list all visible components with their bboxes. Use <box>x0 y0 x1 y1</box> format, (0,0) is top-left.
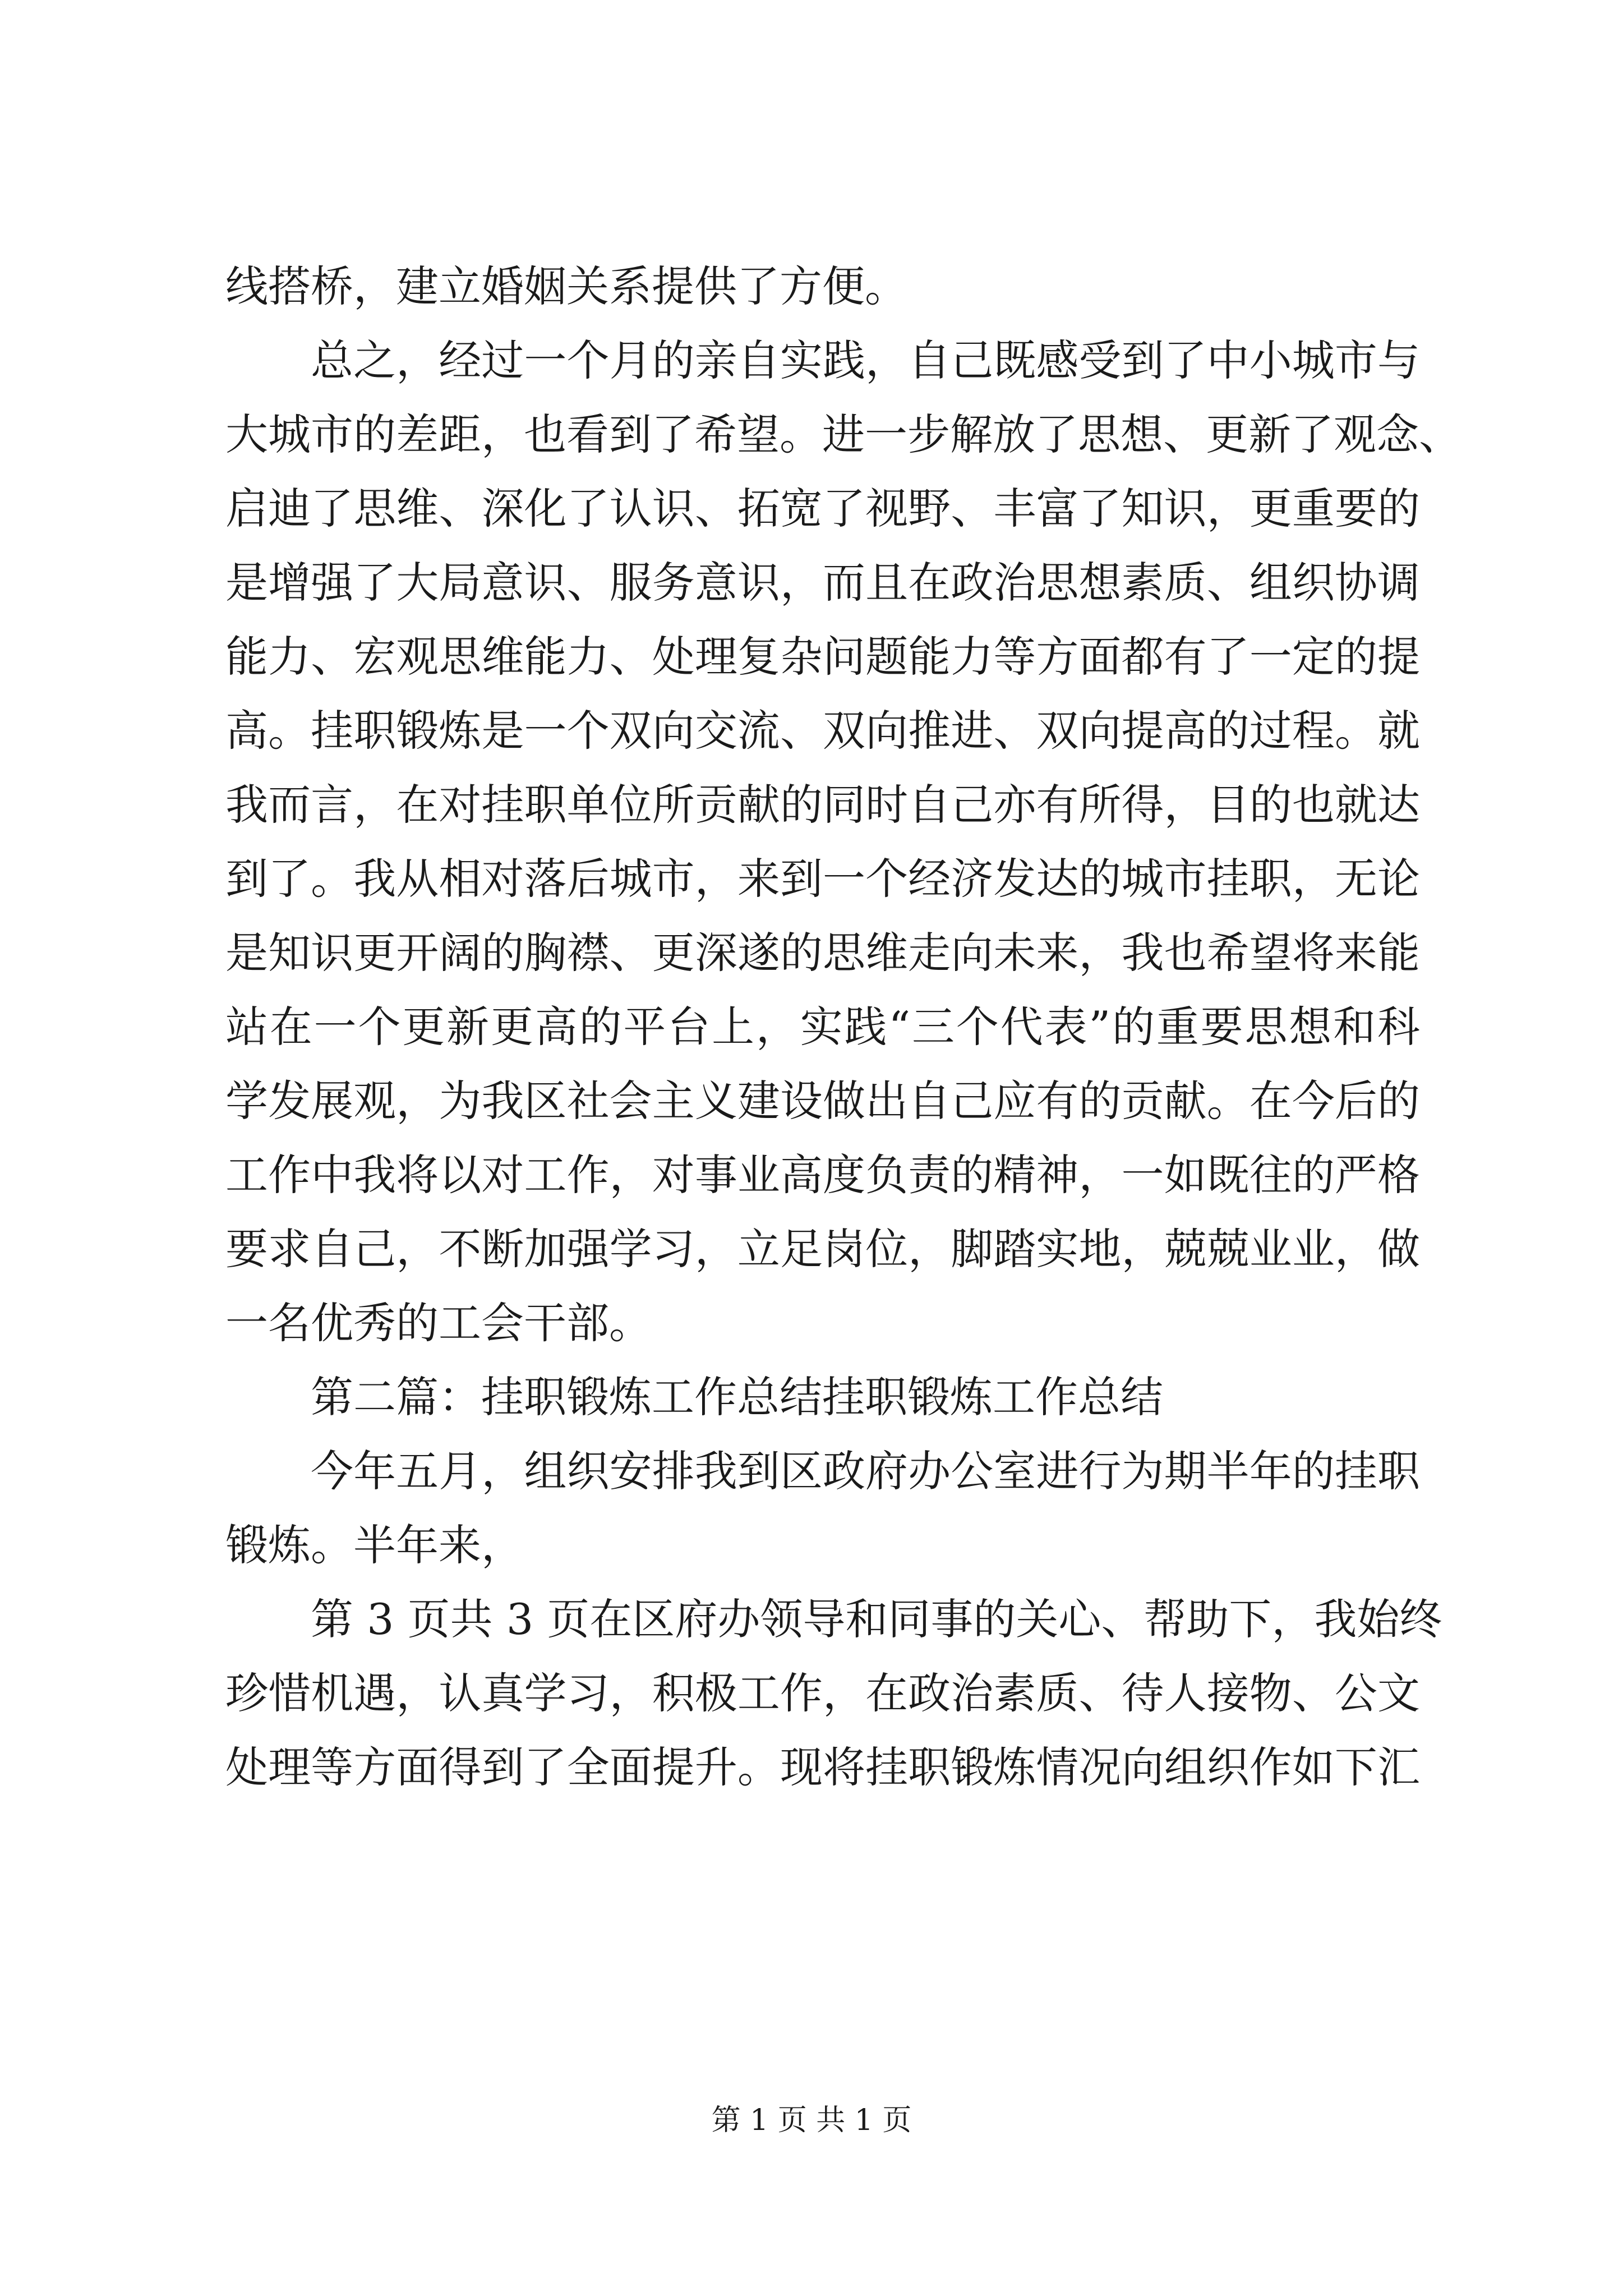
section-heading: 第二篇：挂职锻炼工作总结挂职锻炼工作总结 <box>311 1372 1163 1422</box>
text-line: 珍惜机遇，认真学习，积极工作，在政治素质、待人接物、公文 <box>225 1668 1420 1718</box>
text-line: 线搭桥，建立婚姻关系提供了方便。 <box>225 261 907 311</box>
text-line: 大城市的差距，也看到了希望。进一步解放了思想、更新了观念、 <box>225 409 1461 459</box>
text-line: 是增强了大局意识、服务意识，而且在政治思想素质、组织协调 <box>225 558 1420 608</box>
text-line: 锻炼。半年来， <box>225 1520 524 1570</box>
text-line: 站在一个更新更高的平台上，实践“三个代表”的重要思想和科 <box>225 1002 1420 1052</box>
text-line: 高。挂职锻炼是一个双向交流、双向推进、双向提高的过程。就 <box>225 706 1420 756</box>
text-line: 我而言，在对挂职单位所贡献的同时自己亦有所得，目的也就达 <box>225 780 1420 830</box>
page-number: 第 1 页 共 1 页 <box>711 2104 912 2137</box>
text-line: 工作中我将以对工作，对事业高度负责的精神，一如既往的严格 <box>225 1150 1420 1200</box>
text-line: 第 3 页共 3 页在区府办领导和同事的关心、帮助下，我始终 <box>311 1594 1442 1644</box>
text-line: 总之，经过一个月的亲自实践，自己既感受到了中小城市与 <box>311 335 1420 385</box>
text-line: 处理等方面得到了全面提升。现将挂职锻炼情况向组织作如下汇 <box>225 1742 1420 1792</box>
text-line: 今年五月，组织安排我到区政府办公室进行为期半年的挂职 <box>311 1446 1420 1496</box>
document-body <box>225 250 1461 1805</box>
text-line: 到了。我从相对落后城市，来到一个经济发达的城市挂职，无论 <box>225 854 1420 904</box>
page-footer <box>0 2101 1623 2140</box>
text-line: 是知识更开阔的胸襟、更深遂的思维走向未来，我也希望将来能 <box>225 928 1420 978</box>
text-line: 启迪了思维、深化了认识、拓宽了视野、丰富了知识，更重要的 <box>225 484 1420 533</box>
text-line: 要求自己，不断加强学习，立足岗位，脚踏实地，兢兢业业，做 <box>225 1224 1420 1274</box>
text-line: 能力、宏观思维能力、处理复杂问题能力等方面都有了一定的提 <box>225 632 1420 682</box>
text-line: 一名优秀的工会干部。 <box>225 1298 652 1348</box>
text-line: 学发展观，为我区社会主义建设做出自己应有的贡献。在今后的 <box>225 1076 1420 1126</box>
